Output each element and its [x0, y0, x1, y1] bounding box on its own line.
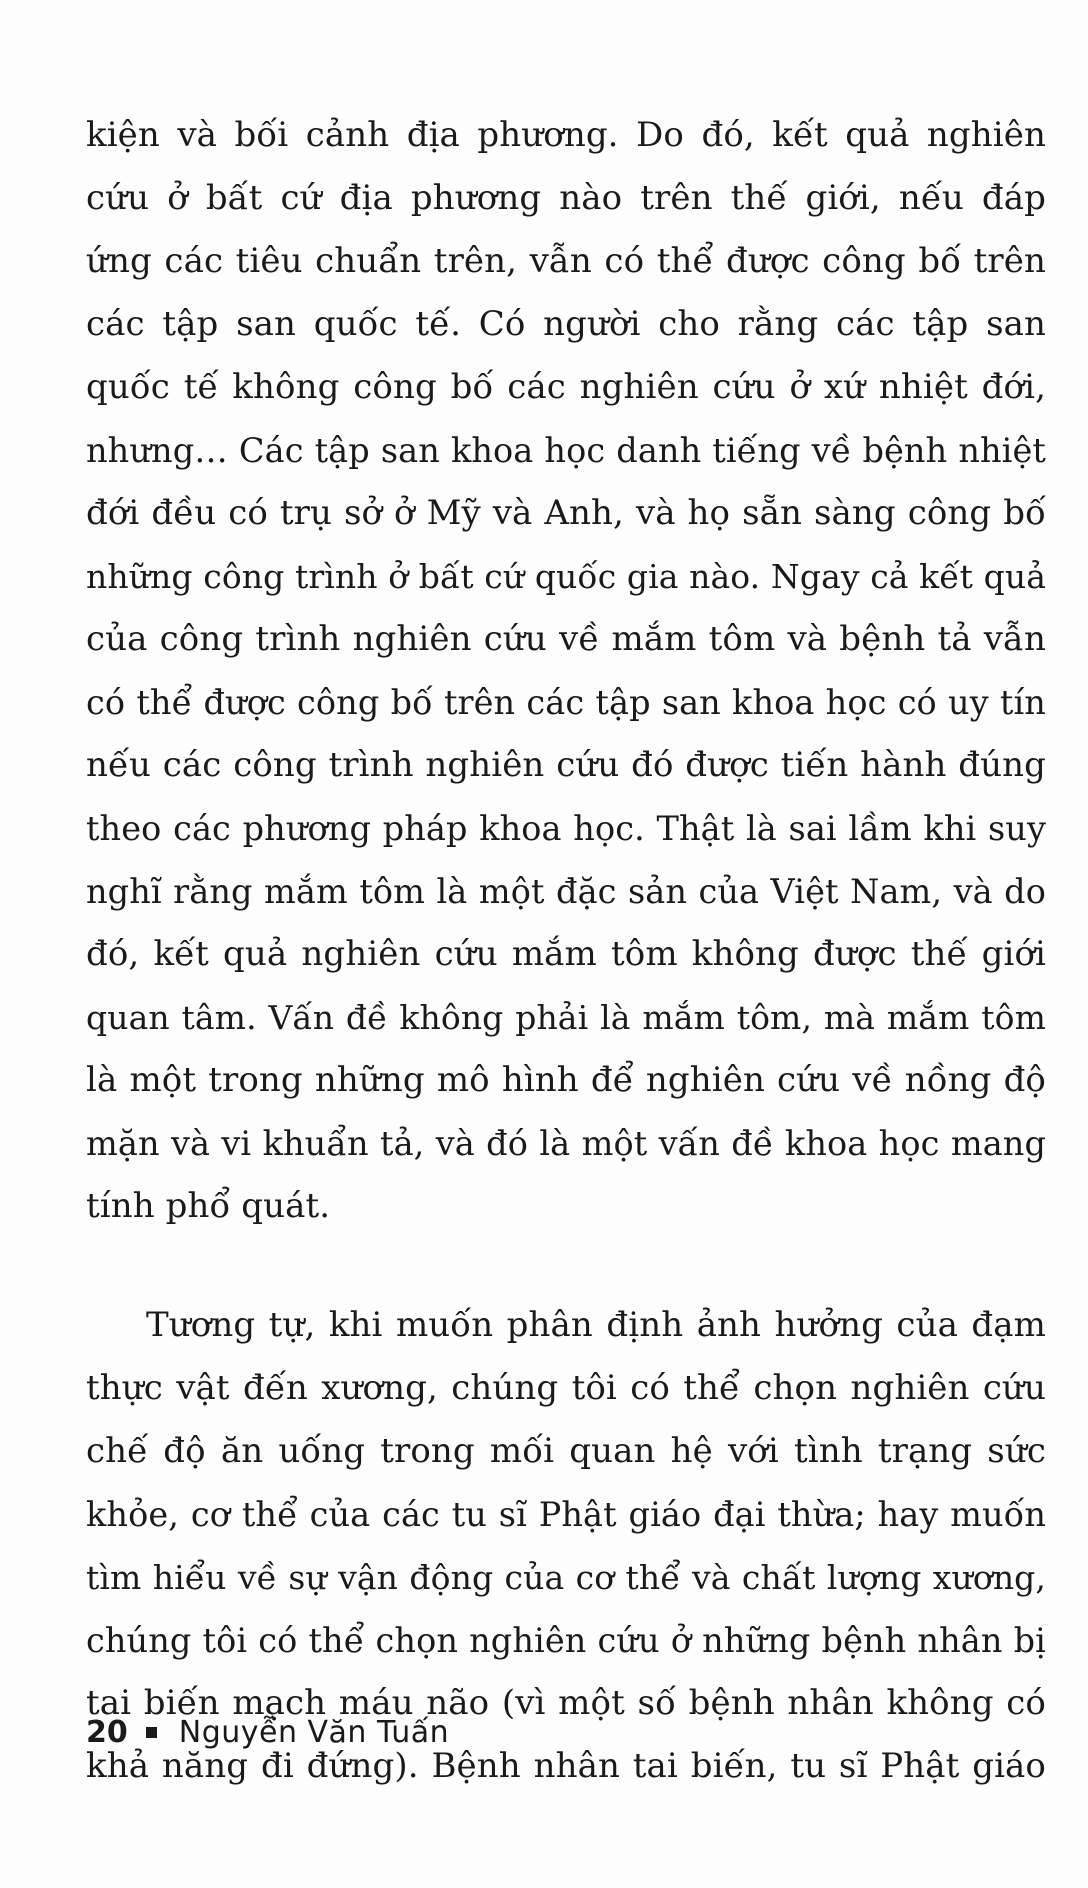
text-line: Tương tự, khi muốn phân định ảnh hưởng của đạm — [146, 1305, 1046, 1345]
body-text — [86, 104, 1046, 1798]
text-line: tai biến mạch máu não (vì một số bệnh nhân không có — [86, 1683, 1046, 1723]
text-line: của công trình nghiên cứu về mắm tôm và bệnh tả vẫn — [86, 619, 1046, 659]
text-line: đới đều có trụ sở ở Mỹ và Anh, và họ sẵn sàng công bố — [86, 493, 1046, 533]
paragraph-1 — [86, 104, 1046, 1238]
text-line: quan tâm. Vấn đề không phải là mắm tôm, mà mắm tôm — [86, 998, 1046, 1037]
text-line: ứng các tiêu chuẩn trên, vẫn có thể được công bố trên — [86, 241, 1046, 281]
text-line: là một trong những mô hình để nghiên cứu về nồng độ — [86, 1060, 1046, 1100]
text-line: tính phổ quát. — [86, 1186, 331, 1226]
text-line: các tập san quốc tế. Có người cho rằng các tập san — [86, 304, 1046, 344]
author-name: Nguyễn Văn Tuấn — [178, 1715, 450, 1750]
text-line: khả năng đi đứng). Bệnh nhân tai biến, tu sĩ Phật giáo — [86, 1746, 1046, 1786]
text-line: chúng tôi có thể chọn nghiên cứu ở những bệnh nhân bị — [86, 1621, 1046, 1660]
text-line: đó, kết quả nghiên cứu mắm tôm không được thế giới — [86, 934, 1046, 974]
text-line: thực vật đến xương, chúng tôi có thể chọn nghiên cứu — [86, 1368, 1046, 1408]
text-line: nghĩ rằng mắm tôm là một đặc sản của Việt Nam, và do — [86, 872, 1046, 911]
text-line: mặn và vi khuẩn tả, và đó là một vấn đề khoa học mang — [86, 1124, 1046, 1163]
text-line: cứu ở bất cứ địa phương nào trên thế giới, nếu đáp — [86, 178, 1046, 218]
page-footer — [86, 1715, 449, 1750]
text-line: tìm hiểu về sự vận động của cơ thể và chất lượng xương, — [86, 1558, 1046, 1597]
text-line: có thể được công bố trên các tập san khoa học có uy tín — [86, 683, 1046, 722]
text-line: nếu các công trình nghiên cứu đó được tiến hành đúng — [86, 745, 1046, 785]
text-line: kiện và bối cảnh địa phương. Do đó, kết quả nghiên — [86, 115, 1046, 155]
paragraph-gap — [86, 1238, 1046, 1294]
bullet-separator-icon — [146, 1727, 157, 1738]
text-line: chế độ ăn uống trong mối quan hệ với tình trạng sức — [86, 1431, 1046, 1471]
text-line: những công trình ở bất cứ quốc gia nào. Ngay cả kết quả — [86, 557, 1046, 596]
page-number: 20 — [86, 1715, 128, 1750]
text-line: nhưng… Các tập san khoa học danh tiếng về bệnh nhiệt — [86, 431, 1046, 470]
text-line: khỏe, cơ thể của các tu sĩ Phật giáo đại thừa; hay muốn — [86, 1495, 1046, 1534]
text-line: theo các phương pháp khoa học. Thật là sai lầm khi suy — [86, 809, 1046, 848]
text-line: quốc tế không công bố các nghiên cứu ở xứ nhiệt đới, — [86, 367, 1046, 407]
